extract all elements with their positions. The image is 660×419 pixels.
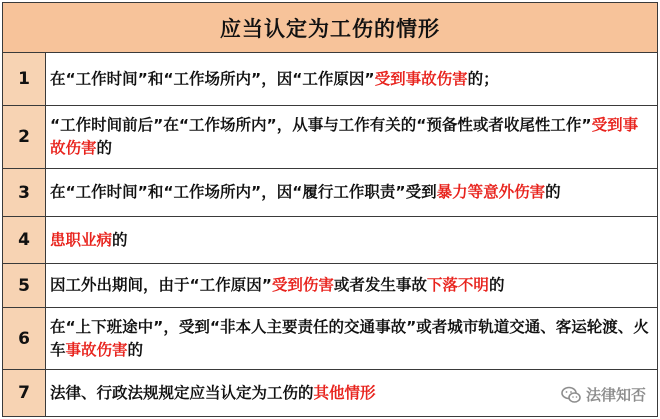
row-number: 5 (3, 264, 46, 307)
row-text (46, 169, 657, 216)
row-text (46, 53, 657, 105)
injury-table (2, 2, 658, 417)
row-number: 4 (3, 217, 46, 263)
row-text (46, 217, 657, 263)
text-segment: 因工外出期间，由于“工作原因” (50, 276, 272, 294)
row-text (46, 264, 657, 307)
row-number: 3 (3, 169, 46, 216)
row-text (46, 308, 657, 369)
text-segment: 的； (467, 69, 499, 88)
text-segment: 或者发生事故 (333, 276, 427, 294)
row-number: 1 (3, 53, 46, 105)
text-segment: 的 (488, 276, 505, 294)
table-title: 应当认定为工伤的情形 (220, 16, 440, 41)
highlight-segment: 下落不明 (426, 276, 489, 294)
highlight-segment: 患职业病 (50, 230, 113, 249)
table-header (3, 3, 657, 53)
row-content (50, 382, 376, 405)
table-row (3, 217, 657, 264)
row-number: 6 (3, 308, 46, 369)
text-segment: 的 (112, 230, 128, 249)
text-segment: 的 (545, 183, 561, 201)
row-content (50, 114, 651, 160)
highlight-segment: 受到事故伤害 (50, 116, 639, 157)
row-number: 2 (3, 106, 46, 168)
highlight-segment: 受到事故伤害 (374, 69, 468, 88)
table-row (3, 264, 657, 308)
watermark-text: 法律知否 (585, 386, 646, 404)
row-text (46, 106, 657, 168)
table-row (3, 370, 657, 416)
text-segment: 法律、行政法规规定应当认定为工伤的 (50, 383, 314, 402)
text-segment: 的 (96, 139, 113, 157)
text-segment: “工作时间前后”在“工作场所内”，从事与工作有关的“预备性或者收尾性工作” (50, 116, 592, 134)
table-row (3, 308, 657, 370)
row-content (50, 316, 651, 362)
table-row (3, 53, 657, 106)
text-segment: 在“工作时间”和“工作场所内”，因“工作原因” (50, 69, 375, 88)
highlight-segment: 事故伤害 (65, 340, 128, 359)
row-content (50, 181, 561, 204)
row-content (50, 274, 504, 297)
row-content (50, 68, 499, 91)
row-content (50, 229, 128, 252)
text-segment: 在“上下班途中”，受到“非本人主要责任的交通事故”或者城市轨道交通、客运轮渡、火车 (50, 317, 649, 359)
highlight-segment: 其他情形 (313, 383, 376, 402)
watermark (561, 384, 646, 405)
table-row (3, 106, 657, 169)
text-segment: 在“工作时间”和“工作场所内”，因“履行工作职责”受到 (50, 183, 437, 201)
highlight-segment: 暴力等意外伤害 (436, 183, 546, 201)
row-number: 7 (3, 370, 46, 416)
text-segment: 的 (127, 340, 144, 359)
table-row (3, 169, 657, 217)
highlight-segment: 受到伤害 (271, 276, 334, 294)
wechat-icon (561, 386, 581, 404)
